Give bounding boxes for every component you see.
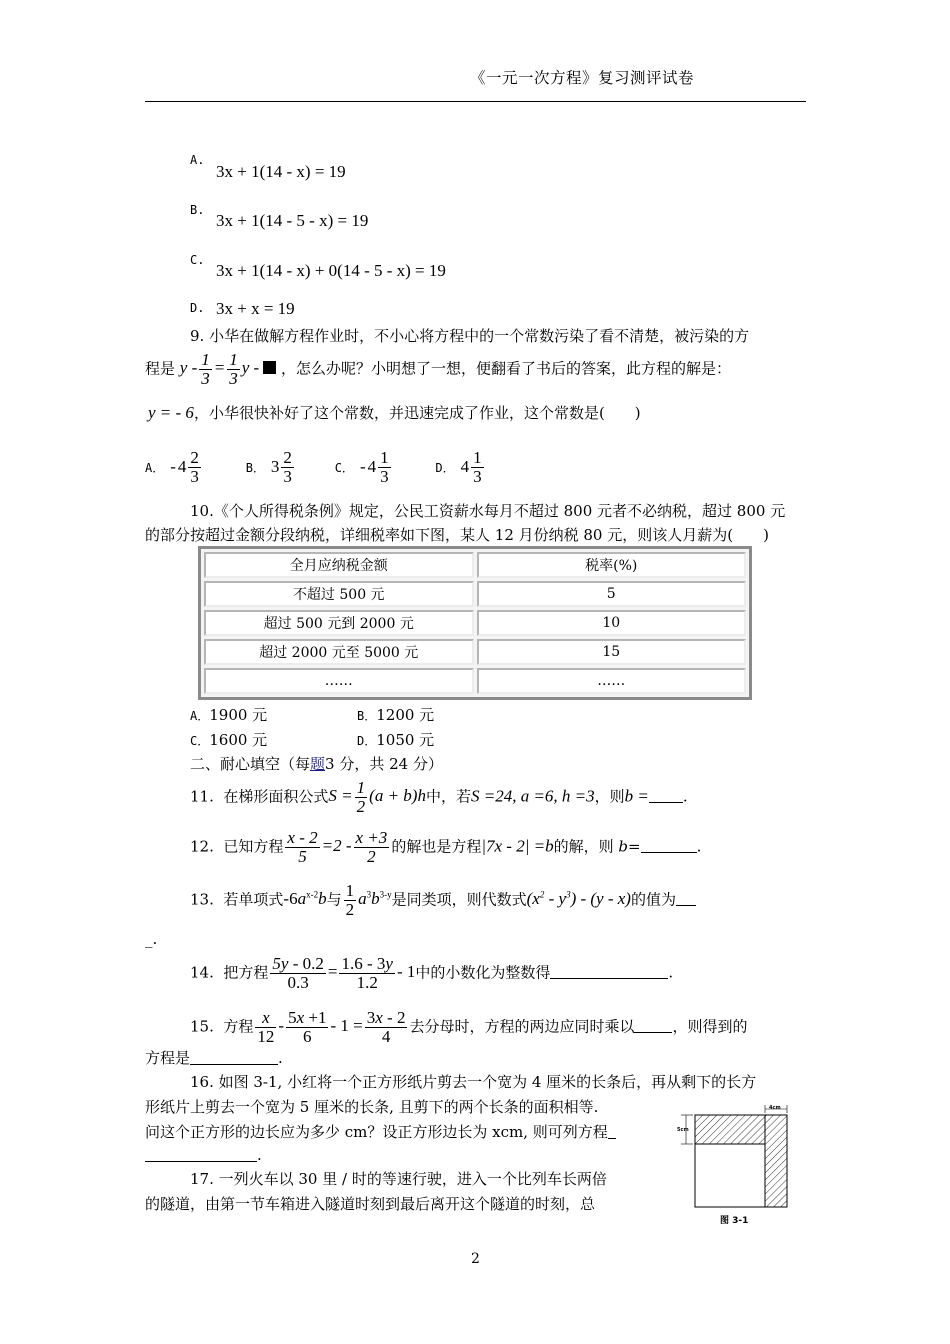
q14-equation: $\frac{5y - 0.2}{0.3}$ = $\frac{1.6 - 3y}{1.2}$ - 1 bbox=[272, 954, 416, 992]
figure-label-4cm: 4cm bbox=[769, 1105, 781, 1111]
page-number: 2 bbox=[471, 1251, 480, 1267]
table-cell: 超过 2000 元至 5000 元 bbox=[204, 639, 474, 665]
q12: 12. 已知方程 $\frac{x - 2}{5}$ =2 - $\frac{x +3}{2}$ 的解也是方程|7x - 2| =b的解，则 b= . bbox=[190, 828, 702, 866]
q9-suffix: ，怎么办呢？小明想了一想，便翻看了书后的答案，此方程的解是： bbox=[281, 359, 732, 378]
q17-line2: 的隧道，由第一节车箱进入隧道时刻到最后离开这个隧道的时刻，总 bbox=[145, 1195, 596, 1213]
table-cell: 5 bbox=[477, 581, 747, 607]
q10-line2: 的部分按超过金额分段纳税，详细税率如下图，某人 12 月份纳税 80 元，则该人月薪为( ) bbox=[145, 526, 769, 544]
q16-line4: . bbox=[145, 1146, 262, 1164]
q8-option-d-expr: 3x + x = 19 bbox=[216, 299, 295, 318]
table-header-row bbox=[204, 552, 746, 578]
table-row bbox=[204, 610, 746, 636]
q9-line1: 9. 小华在做解方程作业时，不小心将方程中的一个常数污染了看不清楚，被污染的方 bbox=[190, 327, 750, 345]
q13-continuation: _. bbox=[145, 930, 158, 948]
table-cell: 不超过 500 元 bbox=[204, 581, 474, 607]
q14: 14. 把方程 $\frac{5y - 0.2}{0.3}$ = $\frac{1.6 - 3y}{1.2}$ - 1中的小数化为整数得 . bbox=[190, 954, 674, 992]
q9-option-b: B． 3 $\frac{2}{3}$ bbox=[245, 448, 292, 486]
q9-line2 bbox=[145, 351, 731, 388]
q8-option-c-expr: 3x + 1(14 - x) + 0(14 - 5 - x) = 19 bbox=[216, 261, 446, 280]
header-divider bbox=[145, 101, 806, 102]
table-cell: 超过 500 元到 2000 元 bbox=[204, 610, 474, 636]
table-header-cell: 全月应纳税金额 bbox=[204, 552, 474, 578]
q9-solution: y = - 6 bbox=[148, 403, 194, 422]
q13-expression: $(x^2 - y^3) - (y - x)$ bbox=[526, 889, 631, 909]
q9-prefix: 程是 bbox=[145, 359, 176, 378]
q9-option-a: A． - 4 $\frac{2}{3}$ bbox=[145, 448, 199, 486]
q9-equation: y - $\frac{1}{3}$ = $\frac{1}{3}$ y - bbox=[179, 350, 260, 388]
tax-rate-table bbox=[198, 546, 752, 700]
stain-square-icon bbox=[263, 361, 276, 374]
table-cell: 10 bbox=[477, 610, 747, 636]
figure-strip-horizontal bbox=[695, 1115, 765, 1144]
figure-caption: 图 3-1 bbox=[720, 1216, 749, 1226]
figure-strip-vertical bbox=[765, 1115, 787, 1207]
table-row bbox=[204, 581, 746, 607]
q11-conditions: S =24, a =6, h =3 bbox=[470, 786, 595, 806]
q10-line1: 10.《个人所得税条例》规定，公民工资薪水每月不超过 800 元者不必纳税，超过 800 元 bbox=[190, 502, 786, 520]
q11-formula: S = $\frac{1}{2}$ (a + b)h bbox=[328, 778, 426, 816]
table-cell: …… bbox=[477, 668, 747, 694]
q13-monomial2: $\frac{1}{2}$ $a^3b^{3-y}$ bbox=[345, 881, 392, 919]
page-header-title: 《一元一次方程》复习测评试卷 bbox=[470, 69, 695, 87]
q16-line3: 问这个正方形的边长应为多少 cm？设正方形边长为 xcm, 则可列方程 bbox=[145, 1121, 616, 1142]
q10-option-b: B．1200 元 bbox=[357, 706, 435, 724]
q8-option-c-label: C. bbox=[190, 253, 205, 267]
q12-abs-equation: |7x - 2| =b bbox=[481, 836, 554, 856]
q10-option-c: C．1600 元 bbox=[190, 731, 268, 749]
q8-option-a-expr: 3x + 1(14 - x) = 19 bbox=[216, 162, 346, 181]
q8-option-d-label: D. bbox=[190, 301, 205, 315]
q11: 11. 在梯形面积公式S = $\frac{1}{2}$ (a + b)h中，若S =24, a =6, h =3，则b = . bbox=[190, 778, 688, 816]
q9-line3-text: ，小华很快补好了这个常数，并迅速完成了作业，这个常数是( ) bbox=[193, 404, 641, 422]
q16-line2: 形纸片上剪去一个宽为 5 厘米的长条, 且剪下的两个长条的面积相等. bbox=[145, 1098, 599, 1116]
section-2-heading: 二、耐心填空（每题3 分，共 24 分） bbox=[190, 755, 443, 773]
table-cell: 15 bbox=[477, 639, 747, 665]
q8-option-b-expr: 3x + 1(14 - 5 - x) = 19 bbox=[216, 211, 369, 230]
table-row bbox=[204, 668, 746, 694]
table-row bbox=[204, 639, 746, 665]
table-cell: …… bbox=[204, 668, 474, 694]
q16-line1: 16. 如图 3-1, 小红将一个正方形纸片剪去一个宽为 4 厘米的长条后，再从剩下的长方 bbox=[190, 1073, 757, 1091]
q9-line3 bbox=[148, 402, 641, 423]
q13: 13. 若单项式$-6a^{x-2}b$与 $\frac{1}{2}$ $a^3b^{3-y}$是同类项，则代数式$(x^2 - y^3) - (y - x)$的值为 bbox=[190, 882, 696, 919]
q9-option-d: D． 4 $\frac{1}{3}$ bbox=[435, 448, 482, 486]
q12-equation: $\frac{x - 2}{5}$ =2 - $\frac{x +3}{2}$ bbox=[287, 828, 388, 866]
q9-option-c: C． - 4 $\frac{1}{3}$ bbox=[334, 448, 389, 486]
q15-line2: 方程是 . bbox=[145, 1049, 283, 1067]
q15-equation: $\frac{x}{12}$ - $\frac{5x +1}{6}$ - 1 = $\frac{3x - 2}{4}$ bbox=[257, 1008, 406, 1046]
q10-option-a: A．1900 元 bbox=[190, 706, 268, 724]
q8-option-b-label: B. bbox=[190, 203, 205, 217]
q8-option-a-label: A. bbox=[190, 153, 205, 167]
section-2-link[interactable]: 题 bbox=[310, 755, 326, 773]
q15: 15. 方程 $\frac{x}{12}$ - $\frac{5x +1}{6}$ - 1 = $\frac{3x - 2}{4}$ 去分母时，方程的两边应同时乘以 ，则得到的 bbox=[190, 1008, 748, 1046]
q17-line1: 17. 一列火车以 30 里 / 时的等速行驶，进入一个比列车长两倍 bbox=[190, 1170, 607, 1188]
figure-label-5cm: 5cm bbox=[677, 1127, 689, 1133]
figure-3-1 bbox=[668, 1100, 818, 1230]
q10-option-d: D．1050 元 bbox=[357, 731, 435, 749]
q9-options bbox=[145, 449, 486, 486]
q13-monomial1: $-6a^{x-2}b$ bbox=[283, 889, 327, 909]
table-header-cell: 税率(%) bbox=[477, 552, 747, 578]
